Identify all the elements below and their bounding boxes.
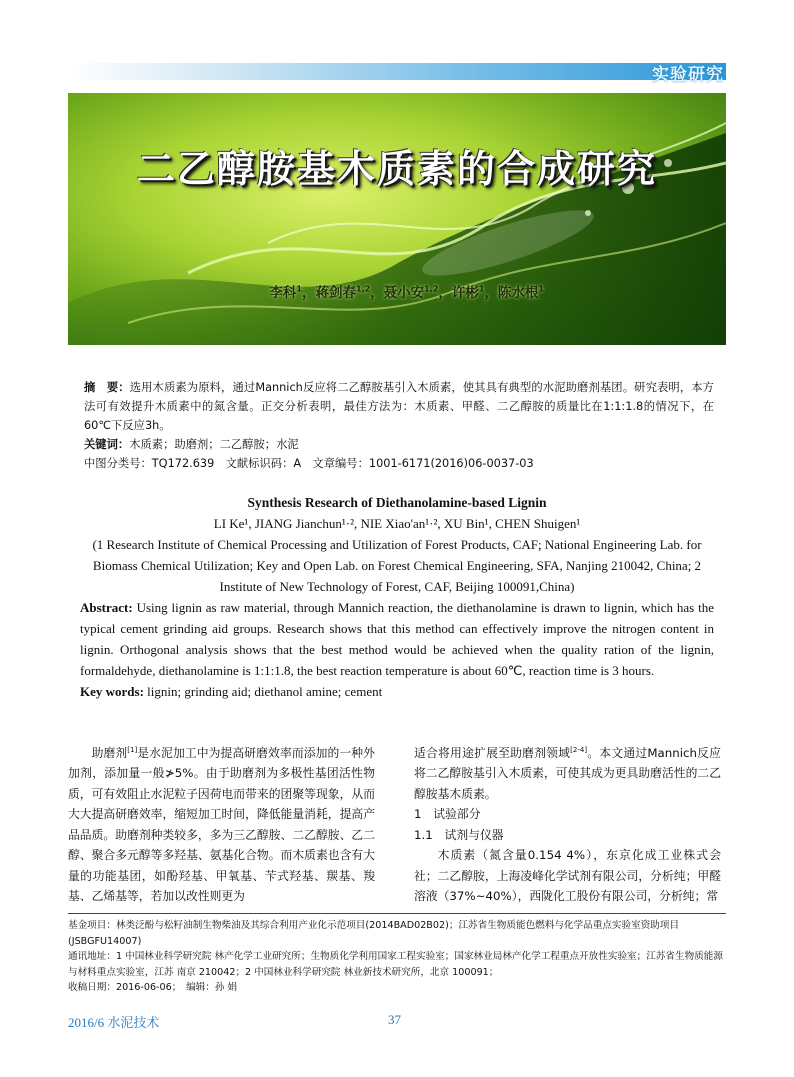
section-tag: 实验研究 (652, 65, 724, 85)
body-column-left: 助磨剂[1]是水泥加工中为提高研磨效率而添加的一种外加剂，添加量一般≯5%。由于助磨剂为多极性基团活性物质，可有效阻止水泥粒子因荷电而带来的团聚等现象，从而大大提高研磨效率，缩短加工时间，降低能量消耗，提高产品品质。助磨剂种类较多，多为三乙醇胺、二乙醇胺、乙二醇、聚合多元醇等多羟基、氨基化合物。而木质素也含有大量的功能基团，如酚羟基、甲氧基、苄式羟基、羰基、羧基、乙烯基等，若加以改性则更为 (68, 745, 375, 904)
author-affiliation: 1 (296, 284, 302, 294)
footnote-divider (68, 913, 726, 914)
english-keywords-text: lignin; grinding aid; diethanol amine; cement (143, 684, 383, 699)
citation: [1] (127, 746, 138, 754)
address-note: 通讯地址：1 中国林业科学研究院 林产化学工业研究所；生物质化学利用国家工程实验室；国家林业局林产化学工程重点开放性实验室；江苏省生物质能源与材料重点实验室，江苏 南京 210042；2 中国林业科学研究院 林业新技术研究所，北京 100091； (68, 951, 723, 978)
chinese-abstract (84, 378, 714, 473)
citation: [2-4] (570, 746, 588, 754)
english-title: Synthesis Research of Diethanolamine-based Lignin (247, 495, 547, 510)
author-name: 蒋剑春 (315, 285, 356, 301)
abstract-text: 选用木质素为原料，通过Mannich反应将二乙醇胺基引入木质素，使其具有典型的水泥助磨剂基团。研究表明，本方法可有效提升木质素中的氮含量。正交分析表明，最佳方法为：木质素、甲醛、二乙醇胺的质量比在1:1:1.8的情况下，在60℃下反应3h。 (84, 381, 714, 432)
footnotes (68, 918, 728, 996)
english-abstract-text: Using lignin as raw material, through Mannich reaction, the diethanolamine is drawn to lignin, which has the typical cement grinding aid groups. Research shows that this method can effectively improve the nitrogen content in lignin. Orthogonal analysis shows that the best method would be achieved when the quality ration of the lignin, formaldehyde, diethanolamine is 1:1:1.8, the best reaction temperature is about 60℃, reaction time is 3 hours. (80, 600, 714, 678)
author-list: 李科$^1$，蒋剑春$^{1,2}$，聂小安$^{1,2}$，许彬$^1$，陈水根$^1$ (269, 284, 544, 301)
fund-note: 基金项目：林类泛酚与松籽油制生物柴油及其综合利用产业化示范项目(2014BAD02B02)；江苏省生物质能色燃料与化学品重点实验室资助项目(JSBGFU14007) (68, 920, 680, 947)
classification-line: 中图分类号：TQ172.639 文献标识码：A 文章编号：1001-6171(2016)06-0037-03 (84, 457, 534, 470)
author-affiliation: 1 (478, 284, 485, 294)
author-name: 李科 (269, 285, 297, 301)
author-affiliation: 1,2 (424, 284, 439, 294)
header-bar (68, 63, 726, 80)
received-note: 收稿日期：2016-06-06； 编辑：孙 娟 (68, 982, 238, 993)
article-title: 二乙醇胺基木质素的合成研究 (136, 147, 657, 191)
journal-footer: 2016/6 水泥技术 (68, 1015, 160, 1030)
english-affiliation: (1 Research Institute of Chemical Processing and Utilization of Forest Products, CAF; National Engineering Lab. for Biomass Chemical Utilization; Key and Open Lab. on Forest Chemical Engineering, SFA, Nanjing 210042, China; 2 Institute of New Technology of Forest, CAF, Beijing 100091,China) (92, 537, 702, 594)
keywords-text: 木质素；助磨剂；二乙醇胺；水泥 (129, 438, 299, 451)
water-splash-graphic (68, 93, 726, 345)
body-column-right: 适合将用途扩展至助磨剂领域[2-4]。本文通过Mannich反应将二乙醇胺基引入木质素，可使其成为更具助磨活性的二乙醇胺基木质素。 1 试验部分 1.1 试剂与仪器 木质素（氮含量0.154 4%），东京化成工业株式会社；二乙醇胺，上海凌峰化学试剂有限公司，分析纯；甲醛溶液（37%~40%），西陇化工股份有限公司，分析纯；常 (414, 740, 721, 907)
english-keywords-label: Key words: (80, 684, 144, 699)
author-affiliation: 1 (538, 284, 544, 294)
keywords-label: 关键词： (84, 438, 130, 451)
author-name: 聂小安 (383, 285, 425, 301)
section-heading: 1 试验部分 (414, 807, 481, 822)
author-name: 陈水根 (497, 285, 539, 301)
english-abstract (80, 492, 714, 702)
english-authors: LI Ke¹, JIANG Jianchun¹·², NIE Xiao'an¹·², XU Bin¹, CHEN Shuigen¹ (213, 516, 581, 531)
subsection-heading: 1.1 试剂与仪器 (414, 827, 504, 842)
author-name: 许彬 (451, 285, 479, 301)
author-affiliation: 1,2 (356, 284, 371, 294)
page-number: 37 (388, 1012, 401, 1027)
title-banner (68, 93, 726, 345)
english-abstract-label: Abstract: (80, 600, 133, 615)
body-paragraph: 木质素（氮含量0.154 4%），东京化成工业株式会社；二乙醇胺，上海凌峰化学试剂有限公司，分析纯；甲醛溶液（37%~40%），西陇化工股份有限公司，分析纯；常 (414, 848, 721, 904)
abstract-label: 摘 要： (84, 381, 130, 394)
